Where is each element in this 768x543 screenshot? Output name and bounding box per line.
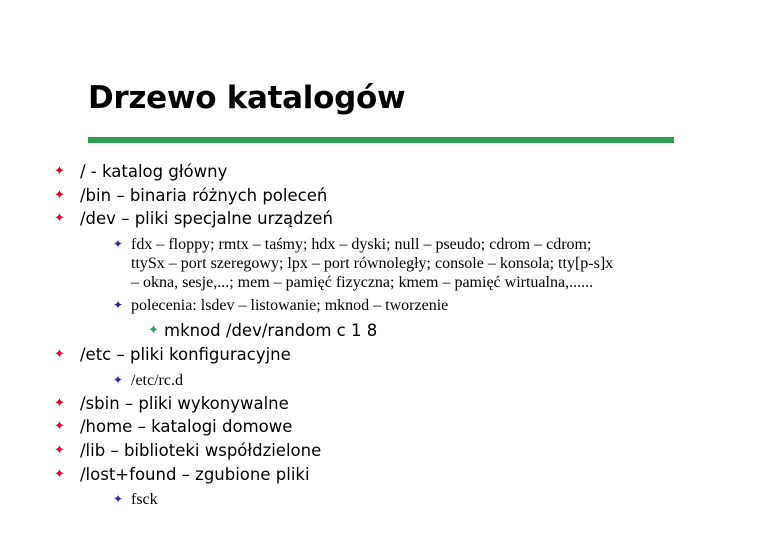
bullet-star-icon: ✦ (113, 373, 124, 387)
bullet-star-icon: ✦ (113, 492, 124, 506)
sub-item-text: – okna, sesje,...; mem – pamięć fizyczna; kmem – pamięć wirtualna,...... (131, 274, 594, 291)
bullet-star-icon: ✦ (54, 188, 65, 203)
bullet-star-icon: ✦ (54, 211, 65, 226)
sub-sub-item-text: mknod /dev/random c 1 8 (164, 321, 378, 340)
bullet-star-icon: ✦ (54, 164, 65, 179)
list-item-text: /etc – pliki konfiguracyjne (80, 345, 291, 364)
list-item-text: /lost+found – zgubione pliki (80, 465, 310, 484)
title-underline (88, 137, 674, 143)
bullet-star-icon: ✦ (54, 467, 65, 482)
sub-item-text: /etc/rc.d (131, 372, 183, 389)
bullet-star-icon: ✦ (113, 298, 124, 312)
sub-item-text: polecenia: lsdev – listowanie; mknod – tworzenie (131, 297, 449, 314)
bullet-star-icon: ✦ (54, 347, 65, 362)
slide-title: Drzewo katalogów (88, 80, 406, 116)
bullet-star-icon: ✦ (148, 323, 159, 338)
sub-item-text: fsck (131, 491, 158, 508)
sub-item-text: ttySx – port szeregowy; lpx – port równoległy; console – konsola; tty[p-s]x (131, 255, 614, 272)
sub-item-text: fdx – floppy; rmtx – taśmy; hdx – dyski; null – pseudo; cdrom – cdrom; (131, 236, 592, 253)
bullet-star-icon: ✦ (54, 419, 65, 434)
list-item-text: /bin – binaria różnych poleceń (80, 186, 328, 205)
list-item-text: /dev – pliki specjalne urządzeń (80, 209, 333, 228)
list-item-text: / - katalog główny (80, 162, 228, 181)
bullet-star-icon: ✦ (113, 237, 124, 251)
list-item-text: /sbin – pliki wykonywalne (80, 394, 289, 413)
list-item-text: /lib – biblioteki współdzielone (80, 441, 322, 460)
bullet-star-icon: ✦ (54, 443, 65, 458)
bullet-star-icon: ✦ (54, 396, 65, 411)
list-item-text: /home – katalogi domowe (80, 417, 293, 436)
